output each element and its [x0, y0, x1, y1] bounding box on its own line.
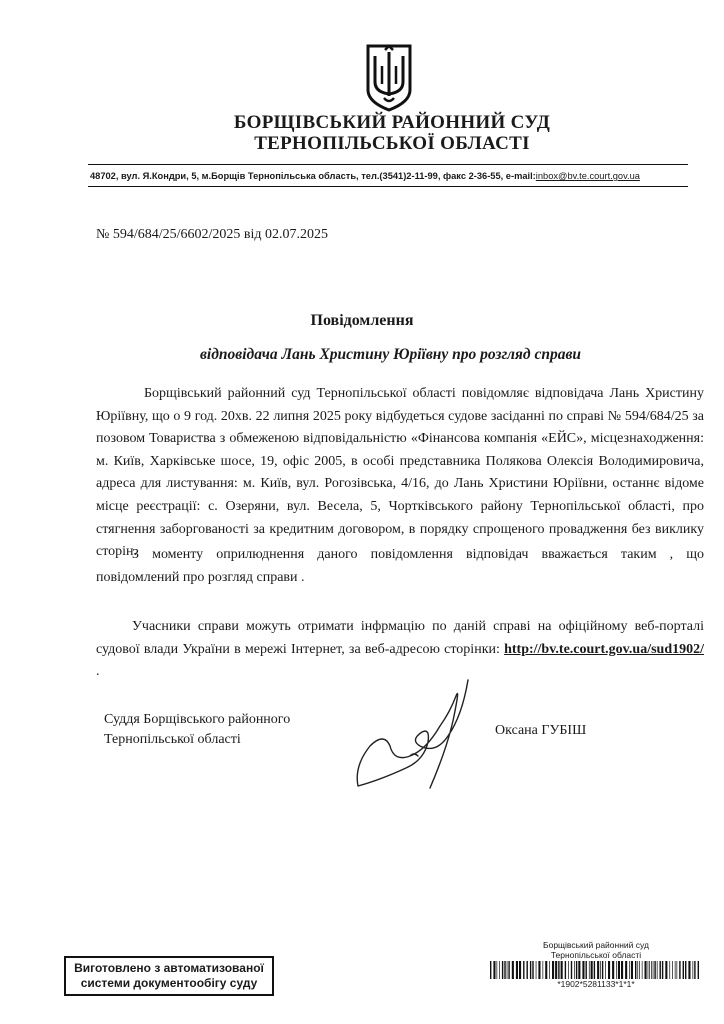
barcode-bar [605, 961, 606, 979]
court-region: ТЕРНОПІЛЬСЬКОЇ ОБЛАСТІ [254, 133, 530, 154]
barcode-bar [685, 961, 686, 979]
court-address [90, 171, 690, 181]
paragraph-3-end: . [96, 664, 100, 680]
barcode-bar [694, 961, 695, 979]
header-divider-top [88, 164, 688, 165]
barcode-bar [597, 961, 599, 979]
barcode-code: *1902*5281133*1*1* [557, 979, 635, 989]
barcode-bar [543, 961, 544, 979]
barcode-bar [594, 961, 595, 979]
barcode-bar [507, 961, 508, 979]
barcode-bar [538, 961, 540, 979]
barcode-bar [679, 961, 680, 979]
barcode-bar [642, 961, 643, 979]
barcode-bar [549, 961, 550, 979]
barcode-bar [502, 961, 503, 979]
notice-title: Повідомлення [310, 312, 414, 329]
barcode-bar [625, 961, 627, 979]
barcode-bar [698, 961, 699, 979]
notice-paragraph-1: Борщівський районний суд Тернопільської області повідомляє відповідача Лань Христину Юріївну, що о 9 год. 20хв. 22 липня 2025 року відбудеться судове засіданні по справі № 594/684/25 за позовом Товариства з обмеженою відповідальністю «Фінансова компанія «ЕЙС», місцезнаходження: м. Київ, Харківське шосе, 19, офіс 2005, в особі представника Полякова Олексія Володимировича, адреса для листування: м. Київ, вул. Рогозівська, 4/16, до Лань Христини Юріївни, останнє відоме місце реєстрації: с. Озеряни, вул. Весела, 5, Чортківського району Тернопільської області, про стягнення заборгованості за кредитним договором, в порядку спрощеного провадження без виклику сторін. [96, 386, 704, 560]
barcode-bar [523, 961, 524, 979]
barcode-bar [565, 961, 566, 979]
barcode-bar [558, 961, 559, 979]
barcode-bar [571, 961, 572, 979]
barcode-court-line-1: Борщівський районний суд [543, 940, 649, 950]
barcode-bar [616, 961, 617, 979]
barcode-bar [645, 961, 647, 979]
barcode-bar [637, 961, 638, 979]
barcode-bar [600, 961, 601, 979]
court-email[interactable]: inbox@bv.te.court.gov.ua [535, 171, 640, 181]
barcode-bar [629, 961, 630, 979]
barcode-bar [576, 961, 577, 979]
notice-subtitle: відповідача Лань Христину Юріївну про розгляд справи [200, 346, 582, 363]
barcode-bar [545, 961, 547, 979]
barcode-bar [653, 961, 654, 979]
stamp-line-1: Виготовлено з автоматизованої [74, 961, 264, 975]
court-name: БОРЩІВСЬКИЙ РАЙОННИЙ СУД [233, 112, 551, 133]
barcode-bar [662, 961, 663, 979]
barcode-bar [504, 961, 505, 979]
barcode-court-label [488, 940, 704, 960]
barcode-court-line-2: Тернопільської області [550, 950, 642, 960]
barcode-bar [561, 961, 563, 979]
barcode-bar [586, 961, 587, 979]
barcode-bar [654, 961, 655, 979]
document-number: № 594/684/25/6602/2025 від 02.07.2025 [96, 227, 329, 242]
barcode-bar [555, 961, 557, 979]
handwritten-signature [350, 676, 490, 796]
barcode-bar [602, 961, 603, 979]
barcode-bar [660, 961, 661, 979]
judge-title-line-1: Суддя Борщівського районного [104, 712, 291, 727]
barcode-bar [574, 961, 575, 979]
barcode [490, 961, 702, 979]
barcode-bar [490, 961, 491, 979]
barcode-bar [530, 961, 531, 979]
barcode-bar [493, 961, 495, 979]
judge-name: Оксана ГУБІШ [495, 723, 587, 738]
barcode-bar [527, 961, 528, 979]
barcode-bar [675, 961, 676, 979]
barcode-bar [648, 961, 649, 979]
barcode-bar [512, 961, 514, 979]
barcode-bar [536, 961, 537, 979]
barcode-bar [688, 961, 690, 979]
barcode-bar [635, 961, 636, 979]
barcode-bar [578, 961, 580, 979]
barcode-bar [657, 961, 658, 979]
judge-title [104, 710, 290, 750]
barcode-bar [608, 961, 610, 979]
judge-title-line-2: Тернопільської області [104, 732, 241, 747]
court-website-link[interactable]: http://bv.te.court.gov.ua/sud1902/ [504, 641, 704, 657]
barcode-bar [508, 961, 509, 979]
barcode-bar [582, 961, 584, 979]
barcode-bar [672, 961, 673, 979]
barcode-bar [612, 961, 614, 979]
barcode-bar [683, 961, 684, 979]
paragraph-3-text: Учасники справи можуть отримати інфрмацію по даній справі на офіційному веб-порталі судової влади України в мережі Інтернет, за веб-адресою сторінки: [96, 619, 704, 657]
barcode-bar [651, 961, 652, 979]
barcode-bar [639, 961, 640, 979]
barcode-bar [669, 961, 670, 979]
barcode-bar [693, 961, 694, 979]
barcode-bar [591, 961, 593, 979]
barcode-bar [552, 961, 554, 979]
barcode-bar [516, 961, 518, 979]
barcode-block [488, 940, 704, 989]
barcode-bar [618, 961, 620, 979]
notice-paragraph-3 [96, 616, 704, 684]
barcode-bar [621, 961, 623, 979]
barcode-bar [665, 961, 667, 979]
trident-emblem-icon [364, 42, 414, 112]
stamp-line-2: системи документообігу суду [80, 976, 258, 990]
barcode-bar [532, 961, 533, 979]
barcode-bar [649, 961, 650, 979]
barcode-bar [519, 961, 521, 979]
barcode-bar [499, 961, 500, 979]
notice-paragraph-2: З моменту оприлюднення даного повідомлення відповідач вважається таким , що повідомлений про розгляд справи . [96, 547, 704, 585]
barcode-bar [589, 961, 590, 979]
barcode-bar [497, 961, 498, 979]
barcode-bar [631, 961, 633, 979]
address-text: 48702, вул. Я.Кондри, 5, м.Борщів Тернопільська область, тел.(3541)2-11-99, факс 2-36-55, e-mail: [90, 171, 536, 181]
barcode-bar [568, 961, 569, 979]
header-divider-bottom [88, 186, 688, 187]
barcode-bar [677, 961, 678, 979]
system-stamp [64, 956, 274, 996]
